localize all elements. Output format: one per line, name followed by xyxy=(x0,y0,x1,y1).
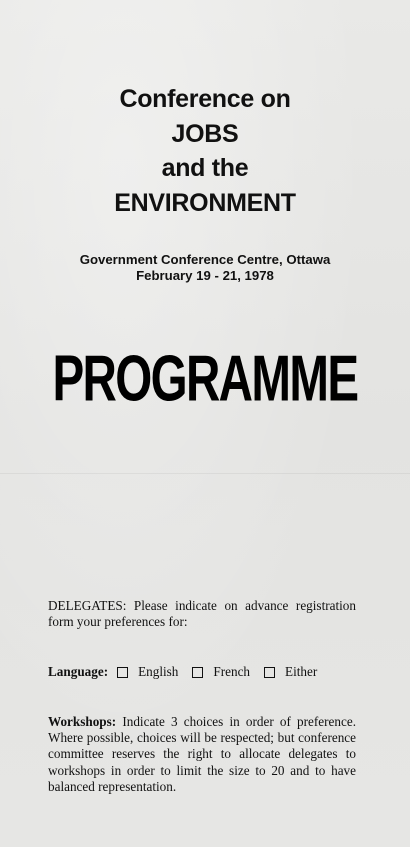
either-label: Either xyxy=(285,664,318,679)
language-option-either[interactable] xyxy=(264,664,317,680)
english-label: English xyxy=(138,664,179,679)
title-line-1: Conference on xyxy=(119,85,291,113)
french-checkbox[interactable] xyxy=(192,667,203,678)
language-label: Language: xyxy=(48,664,109,679)
title-line-3: and the xyxy=(161,154,249,182)
language-option-english[interactable] xyxy=(117,664,178,680)
title-line-2: JOBS xyxy=(171,119,239,148)
language-row xyxy=(48,664,368,680)
english-checkbox[interactable] xyxy=(117,667,128,678)
venue-dates: February 19 - 21, 1978 xyxy=(136,268,274,283)
delegates-text: DELEGATES: Please indicate on advance registration form your preferences for: xyxy=(48,598,356,630)
programme-heading-text: PROGRAMME xyxy=(52,342,358,415)
programme-heading xyxy=(0,343,410,415)
either-checkbox[interactable] xyxy=(264,667,275,678)
venue-block xyxy=(0,252,410,284)
workshops-paragraph xyxy=(48,714,356,795)
title-line-4: ENVIRONMENT xyxy=(114,188,296,217)
delegates-paragraph xyxy=(48,598,356,630)
venue-location: Government Conference Centre, Ottawa xyxy=(79,252,331,267)
fold-line xyxy=(0,473,410,474)
workshops-text: Indicate 3 choices in order of preference. Where possible, choices will be respected; but conference committee reserves the right to allocate delegates to workshops in order to limit the size to 20 and to have balanced representation. xyxy=(48,714,356,794)
french-label: French xyxy=(213,664,251,679)
workshops-label: Workshops: xyxy=(48,714,117,729)
language-option-french[interactable] xyxy=(192,664,250,680)
conference-title xyxy=(0,82,410,220)
